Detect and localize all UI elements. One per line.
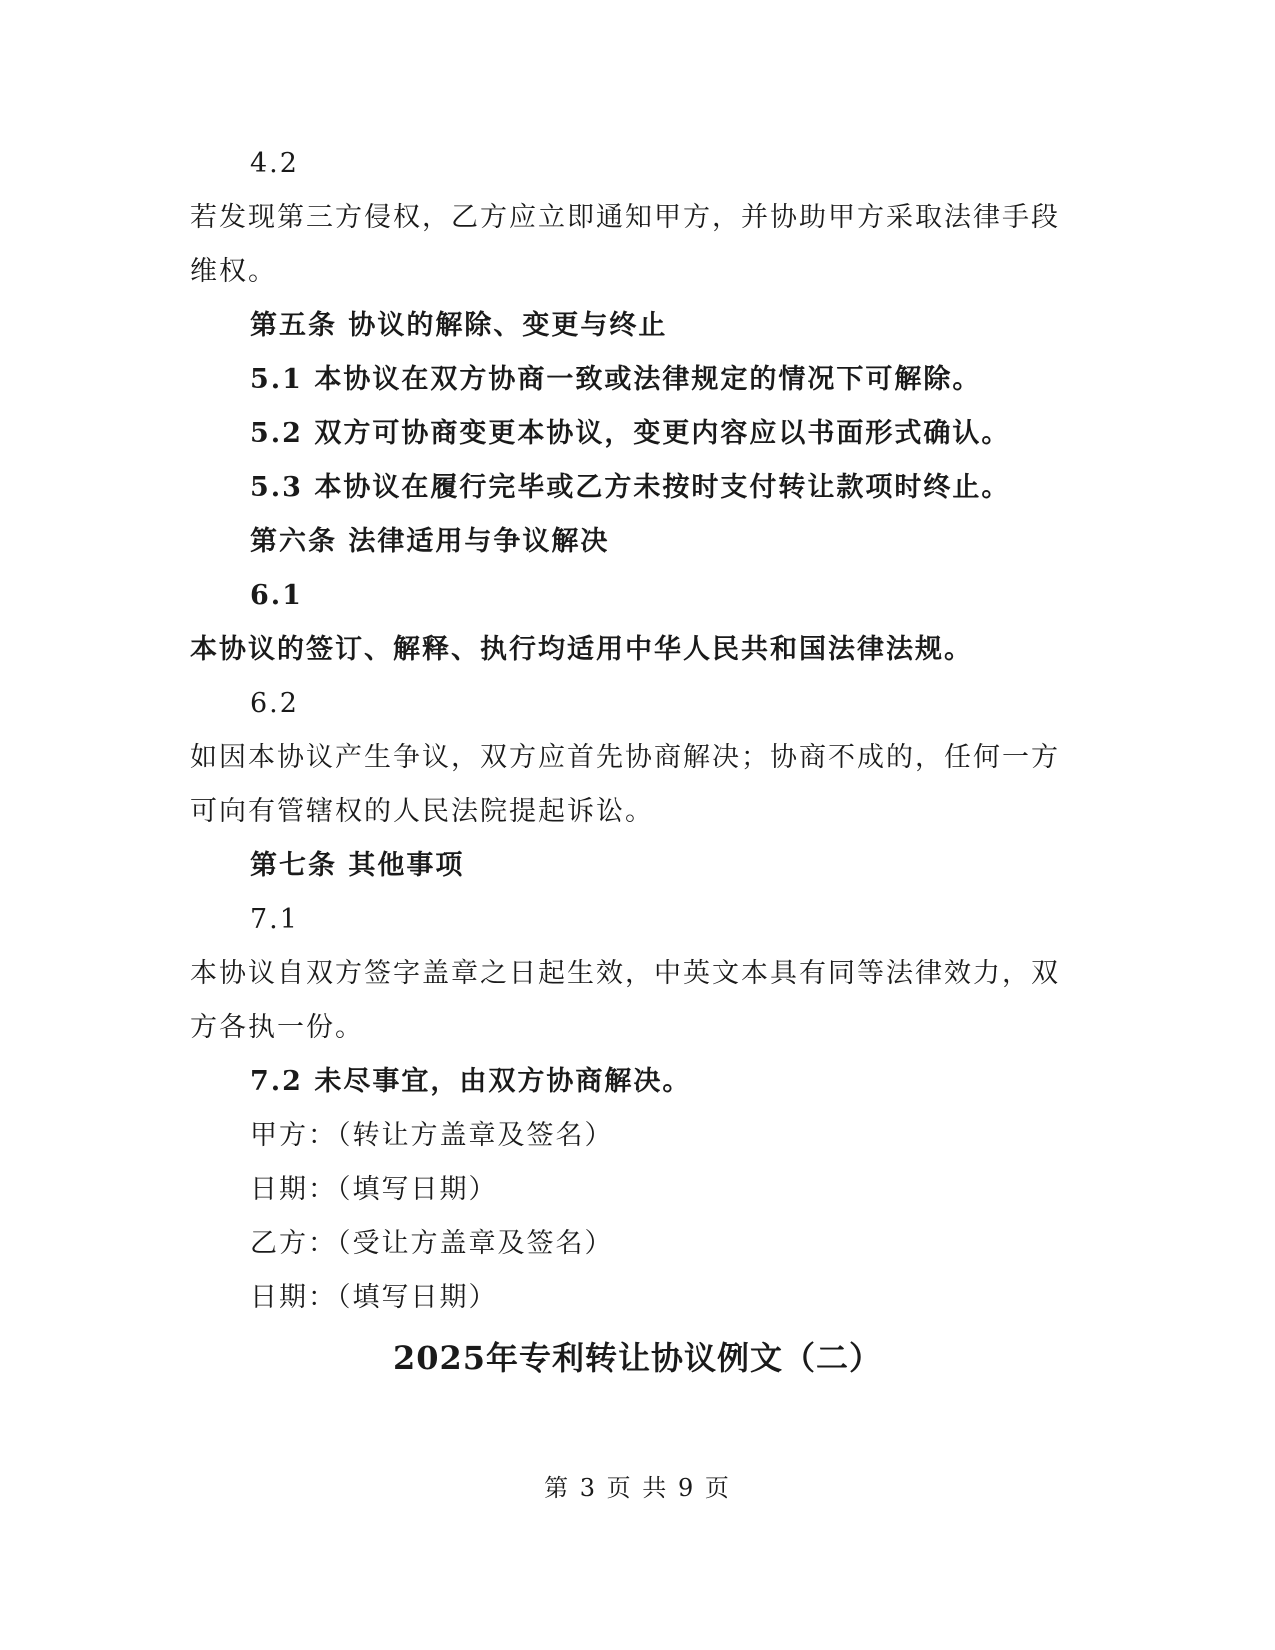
- paragraph-line: 方各执一份。: [190, 1012, 364, 1043]
- party-b-signature: 乙方：（受让方盖章及签名）: [250, 1228, 614, 1259]
- clause-number-6-1: 6.1: [250, 580, 303, 611]
- party-a-date: 日期：（填写日期）: [250, 1174, 498, 1205]
- article-heading-5: 第五条 协议的解除、变更与终止: [250, 310, 668, 341]
- party-a-signature: 甲方：（转让方盖章及签名）: [250, 1120, 614, 1151]
- paragraph-line: 若发现第三方侵权，乙方应立即通知甲方，并协助甲方采取法律手段: [190, 202, 1060, 233]
- clause-5-3: 5.3 本协议在履行完毕或乙方未按时支付转让款项时终止。: [250, 472, 1011, 503]
- paragraph-line: 本协议自双方签字盖章之日起生效，中英文本具有同等法律效力，双: [190, 958, 1060, 989]
- paragraph-line: 本协议的签订、解释、执行均适用中华人民共和国法律法规。: [190, 634, 973, 665]
- paragraph-line: 如因本协议产生争议，双方应首先协商解决；协商不成的，任何一方: [190, 742, 1060, 773]
- clause-number-4-2: 4.2: [250, 148, 299, 179]
- clause-number-7-1: 7.1: [250, 904, 299, 935]
- page-footer: 第 3 页 共 9 页: [544, 1474, 731, 1502]
- article-heading-6: 第六条 法律适用与争议解决: [250, 526, 610, 557]
- clause-5-1: 5.1 本协议在双方协商一致或法律规定的情况下可解除。: [250, 364, 982, 395]
- paragraph-line: 维权。: [190, 256, 277, 287]
- article-heading-7: 第七条 其他事项: [250, 850, 465, 881]
- clause-number-6-2: 6.2: [250, 688, 299, 719]
- section-title: 2025年专利转让协议例文（二）: [392, 1339, 883, 1377]
- clause-5-2: 5.2 双方可协商变更本协议，变更内容应以书面形式确认。: [250, 418, 1011, 449]
- party-b-date: 日期：（填写日期）: [250, 1282, 498, 1313]
- clause-7-2: 7.2 未尽事宜，由双方协商解决。: [250, 1066, 692, 1097]
- paragraph-line: 可向有管辖权的人民法院提起诉讼。: [190, 796, 654, 827]
